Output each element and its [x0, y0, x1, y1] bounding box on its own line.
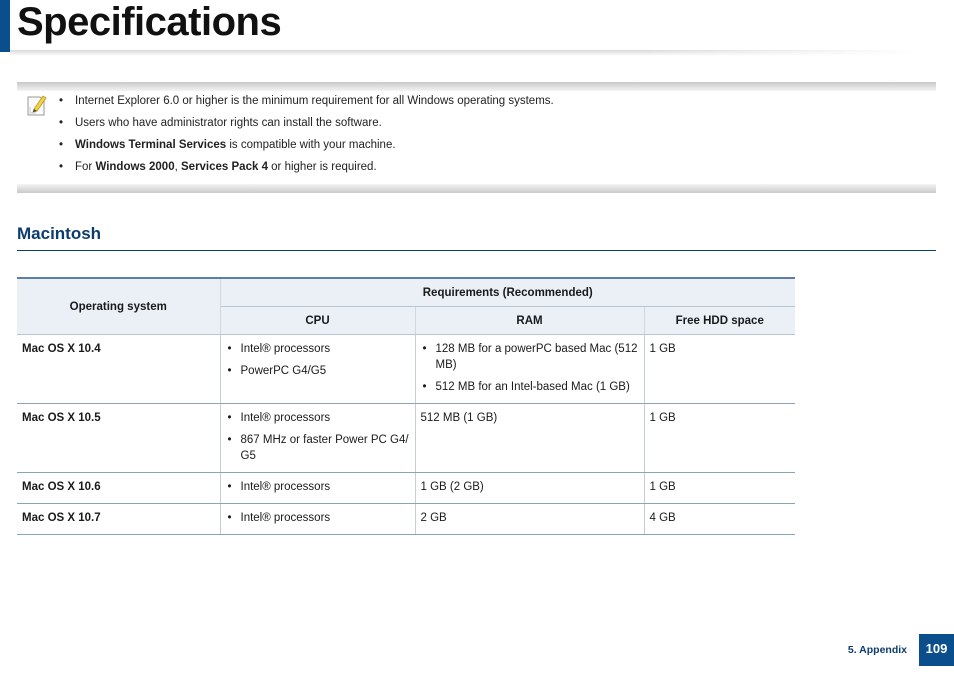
- header-operating-system: Operating system: [17, 278, 220, 335]
- note-item: [59, 137, 554, 159]
- note-text: Windows 2000: [95, 161, 175, 173]
- title-underline: [10, 50, 920, 56]
- bullet-icon: •: [59, 95, 64, 107]
- page-number: 109: [919, 634, 954, 666]
- bullet-icon: •: [59, 117, 64, 129]
- note-text: Windows Terminal Services: [75, 139, 227, 151]
- table-row: [17, 473, 795, 504]
- ram-list-item: • 512 MB for an Intel-based Mac (1 GB): [421, 379, 639, 395]
- footer-chapter: 5. Appendix: [847, 644, 907, 656]
- note-band-top: [17, 82, 936, 91]
- note-text: Internet Explorer 6.0 or higher is the minimum requirement for all Windows operating systems.: [75, 95, 554, 107]
- note-text: or higher is required.: [267, 161, 377, 173]
- bullet-icon: •: [59, 139, 64, 151]
- cpu-list-item: • Intel® processors: [226, 341, 410, 357]
- cpu-list: [226, 341, 410, 379]
- cell-cpu: [220, 473, 415, 504]
- cell-hdd: 1 GB: [644, 404, 795, 473]
- header-ram: RAM: [415, 307, 644, 335]
- note-item: [59, 159, 554, 181]
- cell-cpu: [220, 404, 415, 473]
- note-text: For: [75, 161, 96, 173]
- note-list: [59, 93, 554, 181]
- table-row: [17, 335, 795, 404]
- cell-ram: 2 GB: [415, 504, 644, 535]
- header-cpu: CPU: [220, 307, 415, 335]
- note-pencil-icon: [26, 93, 48, 117]
- cpu-list: [226, 479, 410, 495]
- cell-ram: 512 MB (1 GB): [415, 404, 644, 473]
- table-row: [17, 504, 795, 535]
- page-title: Specifications: [17, 0, 282, 44]
- note-item: [59, 93, 554, 115]
- cell-os: Mac OS X 10.4: [17, 335, 220, 404]
- header-requirements: Requirements (Recommended): [220, 278, 795, 307]
- cell-hdd: 1 GB: [644, 473, 795, 504]
- note-box: [17, 82, 936, 193]
- cpu-list-item: • Intel® processors: [226, 410, 410, 426]
- cell-cpu: [220, 504, 415, 535]
- bullet-icon: •: [59, 161, 64, 173]
- table-body: [17, 335, 795, 535]
- cpu-list-item: • Intel® processors: [226, 479, 410, 495]
- mac-requirements-table: [17, 277, 795, 535]
- cell-cpu: [220, 335, 415, 404]
- ram-list-item: • 128 MB for a powerPC based Mac (512 MB): [421, 341, 639, 373]
- cpu-list-item: • PowerPC G4/G5: [226, 363, 410, 379]
- cell-os: Mac OS X 10.5: [17, 404, 220, 473]
- cpu-list-item: • 867 MHz or faster Power PC G4/ G5: [226, 432, 410, 464]
- note-text: Services Pack 4: [181, 161, 268, 173]
- note-text: is compatible with your machine.: [226, 139, 396, 151]
- section-heading-macintosh: Macintosh: [17, 224, 102, 243]
- cell-hdd: 4 GB: [644, 504, 795, 535]
- note-item: [59, 115, 554, 137]
- note-text: ,: [174, 161, 181, 173]
- cell-hdd: 1 GB: [644, 335, 795, 404]
- cell-os: Mac OS X 10.7: [17, 504, 220, 535]
- note-band-bottom: [17, 184, 936, 193]
- cell-os: Mac OS X 10.6: [17, 473, 220, 504]
- cpu-list: [226, 510, 410, 526]
- ram-list: [421, 341, 639, 395]
- section-rule: [17, 250, 936, 251]
- header-free-hdd-space: Free HDD space: [644, 307, 795, 335]
- cell-ram: 1 GB (2 GB): [415, 473, 644, 504]
- cell-ram: [415, 335, 644, 404]
- page-accent-bar: [0, 0, 10, 52]
- note-text: Users who have administrator rights can install the software.: [75, 117, 382, 129]
- table-row: [17, 404, 795, 473]
- cpu-list-item: • Intel® processors: [226, 510, 410, 526]
- cpu-list: [226, 410, 410, 464]
